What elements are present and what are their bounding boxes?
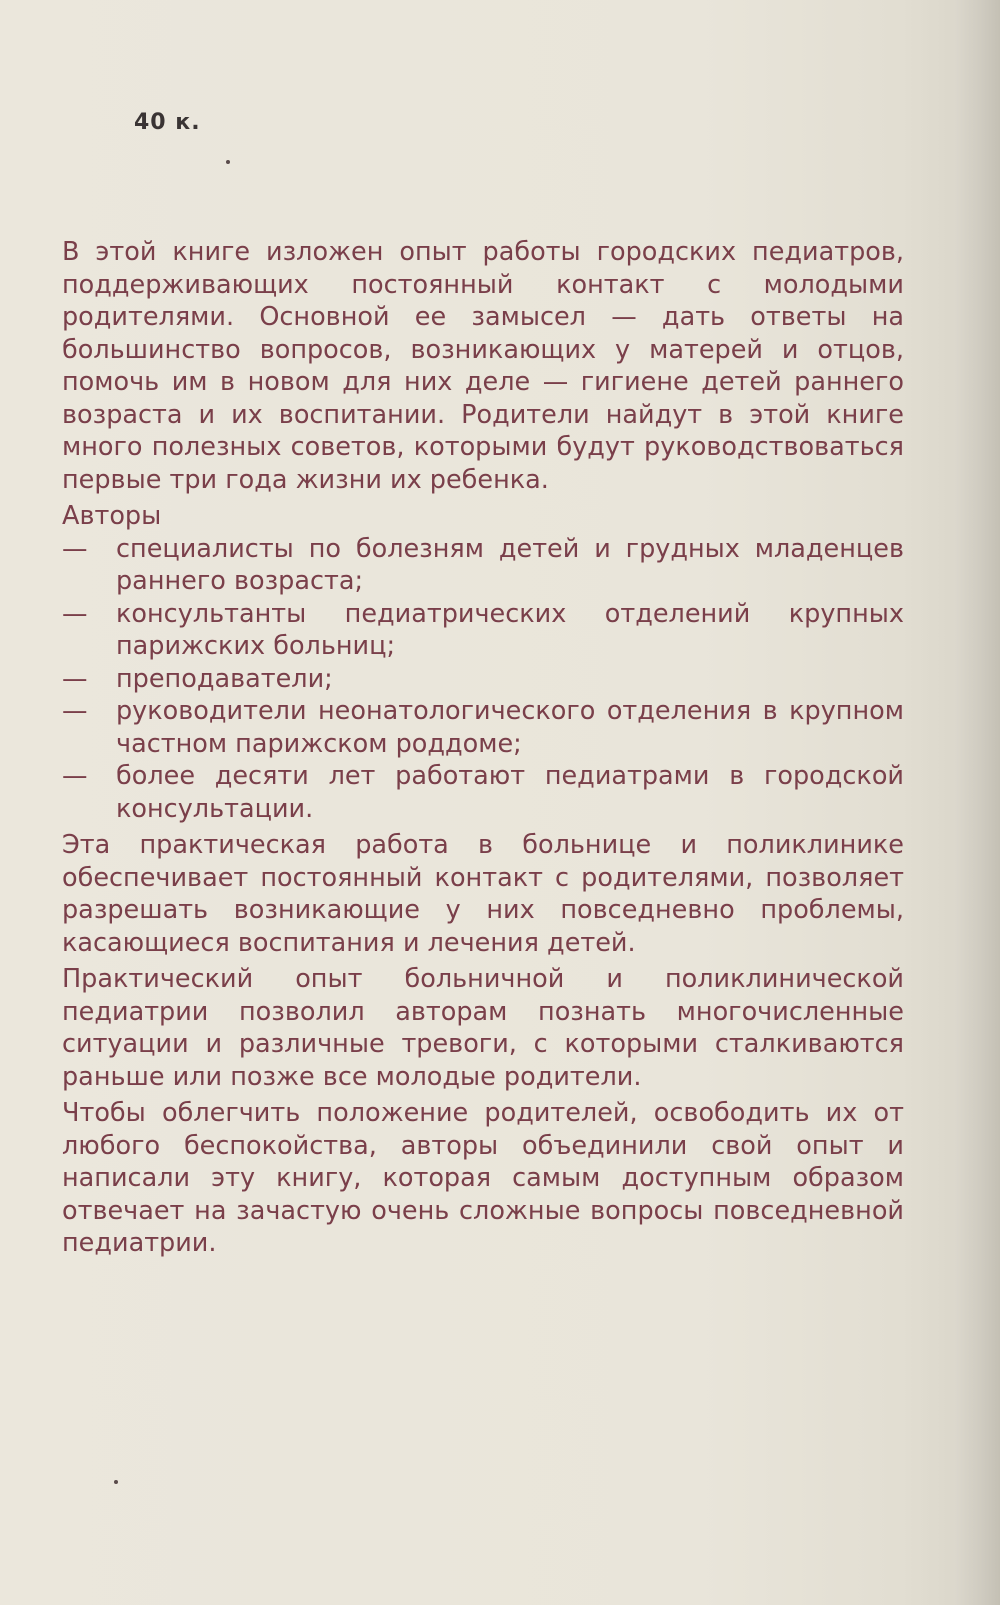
authors-list-item: — специалисты по болезням детей и грудных младенцев раннего возраста; <box>62 533 904 598</box>
page-edge <box>954 0 1000 1605</box>
authors-list-item: — более десяти лет работают педиатрами в городской консультации. <box>62 760 904 825</box>
authors-list <box>62 533 904 826</box>
authors-list-item: — консультанты педиатрических отделений крупных парижских больниц; <box>62 598 904 663</box>
annotation-text <box>62 236 904 1264</box>
authors-heading: Авторы <box>62 501 162 531</box>
authors-list-item: — преподаватели; <box>62 663 904 696</box>
paragraph-practice: Эта практическая работа в больнице и поликлинике обеспечивает постоянный контакт с родителями, позволяет разрешать возникающие у них повседневно проблемы, касающиеся воспитания и лечения детей. <box>62 830 904 958</box>
print-speck <box>226 160 230 164</box>
paragraph-purpose: Чтобы облегчить положение родителей, освободить их от любого беспокойства, авторы объединили свой опыт и написали эту книгу, которая самым доступным образом отвечает на зачастую очень сложные вопросы повседневной педиатрии. <box>62 1098 904 1258</box>
print-speck <box>114 1480 118 1484</box>
price-label: 40 к. <box>134 110 201 135</box>
intro-paragraph: В этой книге изложен опыт работы городских педиатров, поддерживающих постоянный контакт с молодыми родителями. Основной ее замысел — дать ответы на большинство вопросов, возникающих у матерей и отцов, помочь им в новом для них деле — гигиене детей раннего возраста и их воспитании. Родители найдут в этой книге много полезных советов, которыми будут руководствоваться первые три года жизни их ребенка. <box>62 237 904 495</box>
paragraph-experience: Практический опыт больничной и поликлинической педиатрии позволил авторам познать многочисленные ситуации и различные тревоги, с которыми сталкиваются раньше или позже все молодые родители. <box>62 964 904 1092</box>
authors-list-item: — руководители неонатологического отделения в крупном частном парижском роддоме; <box>62 695 904 760</box>
